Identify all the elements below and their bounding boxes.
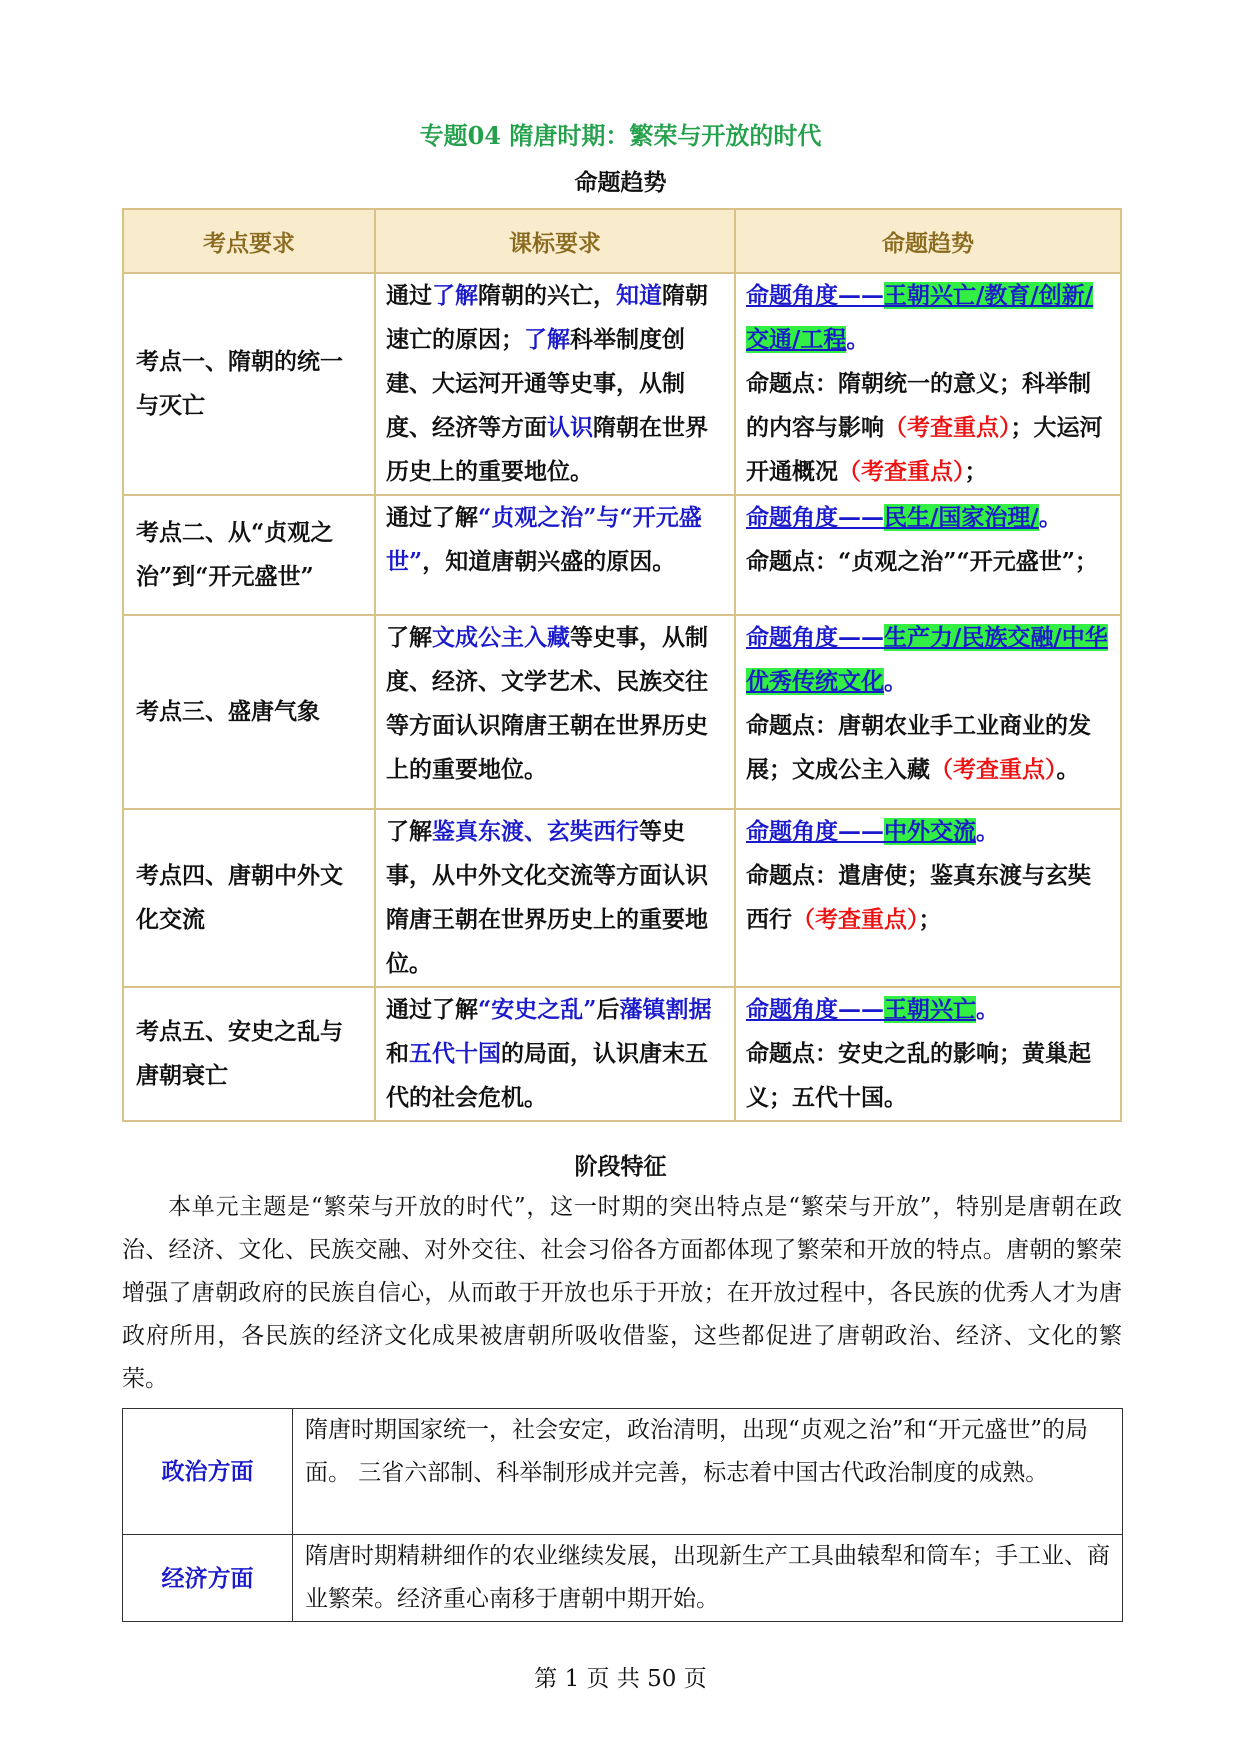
header-kebiao: 课标要求 (375, 209, 735, 273)
kebiao-text: 五代十国 (409, 1040, 501, 1067)
table-row (123, 273, 1121, 495)
mingti-text: （考查重点） (884, 414, 1011, 441)
jiaodu-end: 。 (884, 668, 907, 695)
jiaodu-topics: 王朝兴亡/教育/创新/交通/工程 (746, 282, 1094, 353)
kaodian-cell: 考点五、安史之乱与唐朝衰亡 (123, 987, 375, 1121)
kebiao-text: 隋朝在世界历史上的重要地位。 (386, 414, 708, 485)
kebiao-text: 了解 (386, 818, 432, 845)
mingti-text: 命题点：唐朝农业手工业商业的发展；文成公主入藏 (746, 712, 1091, 783)
jiaodu-end: 。 (846, 326, 870, 353)
kebiao-text: 了解 (432, 282, 478, 309)
aspect-description: 隋唐时期国家统一，社会安定，政治清明，出现“贞观之治”和“开元盛世”的局面。 三省六部制、科举制形成并完善，标志着中国古代政治制度的成熟。 (293, 1409, 1123, 1535)
kebiao-text: 等史事，从制度、经济、文学艺术、民族交往等方面认识隋唐王朝在世界历史上的重要地位。 (386, 624, 708, 783)
kebiao-text: ，知道唐朝兴盛的原因。 (422, 548, 676, 575)
page-footer: 第 1 页 共 50 页 (534, 1666, 707, 1692)
jiaodu-topics: 民生/国家治理/ (884, 504, 1039, 531)
kebiao-text: 隋朝的兴亡， (478, 282, 616, 309)
table-row (123, 495, 1121, 615)
mingti-points (746, 362, 1110, 494)
jiaodu-label: 命题角度—— (746, 282, 884, 309)
mingti-jiaodu (746, 616, 1110, 704)
exam-trend-table (122, 208, 1122, 1122)
aspect-category: 经济方面 (123, 1535, 293, 1622)
kebiao-text: 鉴真东渡、玄奘西行 (432, 818, 639, 845)
mingti-text: ； (964, 458, 988, 485)
mingti-text: （考查重点） (792, 906, 919, 933)
kebiao-text: 知道 (616, 282, 662, 309)
mingti-cell (735, 495, 1121, 615)
page-title: 专题04 隋唐时期：繁荣与开放的时代 (419, 121, 822, 150)
mingti-jiaodu (746, 810, 1110, 854)
aspect-category: 政治方面 (123, 1409, 293, 1535)
jiaodu-topics: 王朝兴亡 (884, 996, 976, 1023)
aspect-row (123, 1535, 1123, 1622)
aspects-table (122, 1408, 1123, 1622)
mingti-text: （考查重点） (930, 756, 1057, 783)
jiaodu-end: 。 (976, 996, 999, 1023)
table-header-row (123, 209, 1121, 273)
section-heading-trend: 命题趋势 (574, 169, 667, 196)
mingti-text: ； (918, 906, 942, 933)
aspect-row (123, 1409, 1123, 1535)
mingti-points (746, 704, 1110, 792)
kebiao-text: 隋朝速亡的原因； (386, 282, 708, 353)
kebiao-text: 通过了解 (386, 504, 478, 531)
kebiao-text: 了解 (386, 624, 432, 651)
kebiao-cell (375, 809, 735, 987)
kebiao-cell (375, 987, 735, 1121)
kebiao-cell (375, 273, 735, 495)
section-heading-features: 阶段特征 (574, 1153, 667, 1180)
header-mingti: 命题趋势 (735, 209, 1121, 273)
jiaodu-label: 命题角度—— (746, 996, 884, 1023)
feature-paragraph: 本单元主题是“繁荣与开放的时代”，这一时期的突出特点是“繁荣与开放”，特别是唐朝在政治、经济、文化、民族交融、对外交往、社会习俗各方面都体现了繁荣和开放的特点。唐朝的繁荣增强了唐朝政府的民族自信心，从而敢于开放也乐于开放；在开放过程中，各民族的优秀人才为唐政府所用，各民族的经济文化成果被唐朝所吸收借鉴，这些都促进了唐朝政治、经济、文化的繁荣。 (122, 1194, 1122, 1392)
aspect-description: 隋唐时期精耕细作的农业继续发展，出现新生产工具曲辕犁和筒车；手工业、商业繁荣。经济重心南移于唐朝中期开始。 (293, 1535, 1123, 1622)
mingti-points (746, 854, 1110, 942)
jiaodu-topics: 中外交流 (884, 818, 976, 845)
mingti-text: ；大运河开通概况 (746, 414, 1103, 485)
kebiao-text: 和 (386, 1040, 409, 1067)
kebiao-text: 文成公主入藏 (432, 624, 570, 651)
kebiao-text: 通过 (386, 282, 432, 309)
table-row (123, 987, 1121, 1121)
mingti-cell (735, 987, 1121, 1121)
mingti-jiaodu (746, 988, 1110, 1032)
kebiao-text: 后 (596, 996, 620, 1023)
jiaodu-end: 。 (1038, 504, 1062, 531)
mingti-cell (735, 273, 1121, 495)
kebiao-cell (375, 495, 735, 615)
mingti-jiaodu (746, 274, 1110, 362)
table-row (123, 615, 1121, 809)
mingti-text: 。 (1056, 756, 1080, 783)
header-kaodian: 考点要求 (123, 209, 375, 273)
kebiao-cell (375, 615, 735, 809)
kebiao-text: 的局面，认识唐末五代的社会危机。 (386, 1040, 708, 1111)
jiaodu-topics: 生产力/民族交融/中华优秀传统文化 (746, 624, 1108, 695)
mingti-text: 命题点：“贞观之治”“开元盛世”； (746, 548, 1098, 575)
mingti-cell (735, 615, 1121, 809)
kebiao-text: 了解 (524, 326, 570, 353)
kebiao-text: “安史之乱” (478, 996, 597, 1023)
kaodian-cell: 考点三、盛唐气象 (123, 615, 375, 809)
kebiao-text: 通过了解 (386, 996, 478, 1023)
mingti-text: 命题点：安史之乱的影响；黄巢起义；五代十国。 (746, 1040, 1091, 1111)
kaodian-cell: 考点一、隋朝的统一与灭亡 (123, 273, 375, 495)
jiaodu-label: 命题角度—— (746, 504, 884, 531)
kebiao-text: “贞观之治”与“开元盛世” (386, 504, 702, 575)
table-row (123, 809, 1121, 987)
kaodian-cell: 考点二、从“贞观之治”到“开元盛世” (123, 495, 375, 615)
kebiao-text: 等史事，从中外文化交流等方面认识隋唐王朝在世界历史上的重要地位。 (386, 818, 708, 977)
mingti-points (746, 540, 1110, 584)
mingti-jiaodu (746, 496, 1110, 540)
jiaodu-end: 。 (976, 818, 999, 845)
kebiao-text: 科举制度创建、大运河开通等史事，从制度、经济等方面 (386, 326, 685, 441)
kaodian-cell: 考点四、唐朝中外文化交流 (123, 809, 375, 987)
kebiao-text: 认识 (547, 414, 593, 441)
mingti-text: 命题点：隋朝统一的意义；科举制的内容与影响 (746, 370, 1091, 441)
mingti-text: （考查重点） (838, 458, 965, 485)
jiaodu-label: 命题角度—— (746, 624, 884, 651)
jiaodu-label: 命题角度—— (746, 818, 884, 845)
kebiao-text: 藩镇割据 (619, 996, 712, 1023)
mingti-text: 命题点：遣唐使；鉴真东渡与玄奘西行 (746, 862, 1091, 933)
mingti-points (746, 1032, 1110, 1120)
mingti-cell (735, 809, 1121, 987)
